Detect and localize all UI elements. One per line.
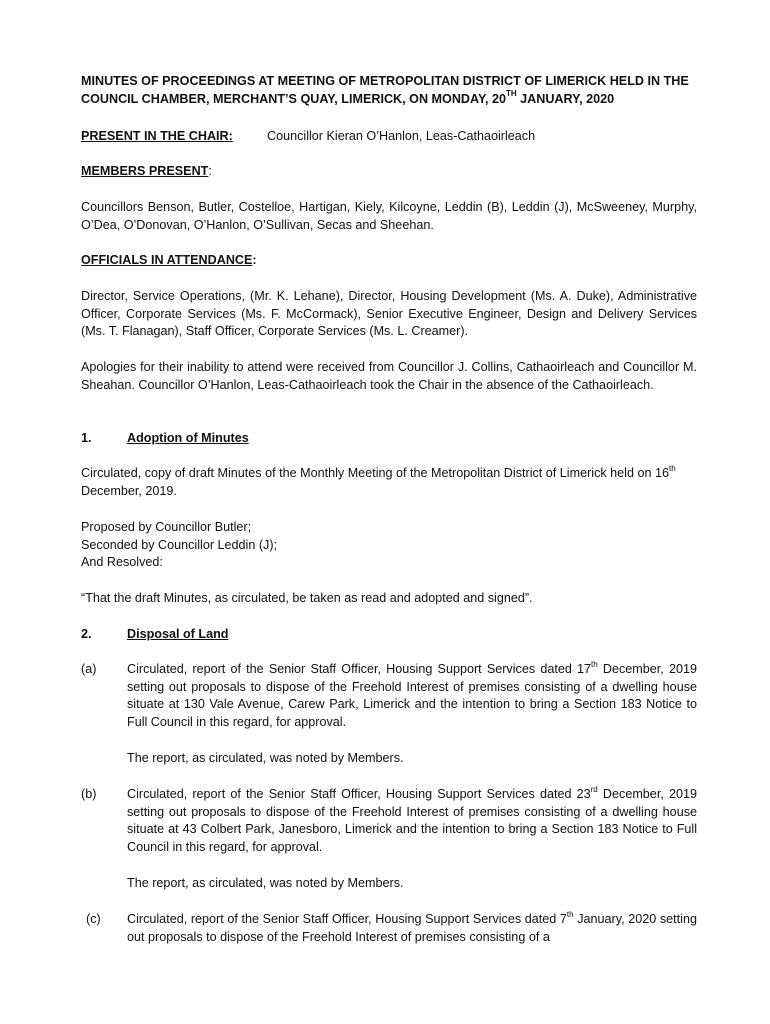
officials-list: Director, Service Operations, (Mr. K. Lehane), Director, Housing Development (Ms. A. Duke), Administrative Officer, Corporate Services (Ms. F. McCormack), Senior Executive Engineer, Design and Delivery Services (Ms. T. Flanagan), Staff Officer, Corporate Services (Ms. L. Creamer). <box>81 289 697 338</box>
subitem-a-noted: The report, as circulated, was noted by Members. <box>127 751 404 765</box>
item-heading-adoption: Adoption of Minutes <box>127 431 249 445</box>
subitem-label-c: (c) <box>86 912 101 926</box>
members-list: Councillors Benson, Butler, Costelloe, Hartigan, Kiely, Kilcoyne, Leddin (B), Leddin (J), McSweeney, Murphy, O’Dea, O’Donovan, O’Hanlon, O’Sullivan, Secas and Sheehan. <box>81 200 697 232</box>
officials-heading: OFFICIALS IN ATTENDANCE: <box>81 253 257 267</box>
chair-value: Councillor Kieran O’Hanlon, Leas-Cathaoirleach <box>267 129 536 143</box>
subitem-b-text: Circulated, report of the Senior Staff Officer, Housing Support Services dated 23rd December, 2019 setting out proposals to dispose of the Freehold Interest of premises consisting of a dwelling house situate at 43 Colbert Park, Janesboro, Limerick and the intention to bring a Section 183 Notice to Full Council in this regard, for approval. <box>127 784 697 854</box>
proposed-line: Proposed by Councillor Butler; <box>81 520 252 534</box>
chair-label: PRESENT IN THE CHAIR: <box>81 129 233 143</box>
subitem-label-a: (a) <box>81 662 97 676</box>
item-heading-disposal: Disposal of Land <box>127 627 229 641</box>
subitem-b-noted: The report, as circulated, was noted by Members. <box>127 876 404 890</box>
page-title: MINUTES OF PROCEEDINGS AT MEETING OF METROPOLITAN DISTRICT OF LIMERICK HELD IN THE COUNCIL CHAMBER, MERCHANT’S QUAY, LIMERICK, ON MONDAY, 20TH JANUARY, 2020 <box>81 74 689 106</box>
resolved-line: And Resolved: <box>81 555 163 569</box>
seconded-line: Seconded by Councillor Leddin (J); <box>81 538 278 552</box>
subitem-label-b: (b) <box>81 787 97 801</box>
resolution-text: “That the draft Minutes, as circulated, be taken as read and adopted and signed”. <box>81 591 533 605</box>
item-number: 1. <box>81 431 92 445</box>
adoption-circulated: Circulated, copy of draft Minutes of the Monthly Meeting of the Metropolitan District of Limerick held on 16th December, 2019. <box>81 463 676 498</box>
apologies-paragraph: Apologies for their inability to attend were received from Councillor J. Collins, Cathaoirleach and Councillor M. Sheahan. Councillor O’Hanlon, Leas-Cathaoirleach took the Chair in the absence of the Cathaoirleach. <box>81 360 697 392</box>
members-heading: MEMBERS PRESENT: <box>81 164 212 178</box>
item-number: 2. <box>81 627 92 641</box>
subitem-c-text: Circulated, report of the Senior Staff Officer, Housing Support Services dated 7th January, 2020 setting out proposals to dispose of the Freehold Interest of premises consisting of a <box>127 909 697 944</box>
subitem-a-text: Circulated, report of the Senior Staff Officer, Housing Support Services dated 17th December, 2019 setting out proposals to dispose of the Freehold Interest of premises consisting of a dwelling house situate at 130 Vale Avenue, Carew Park, Limerick and the intention to bring a Section 183 Notice to Full Council in this regard, for approval. <box>127 659 697 729</box>
